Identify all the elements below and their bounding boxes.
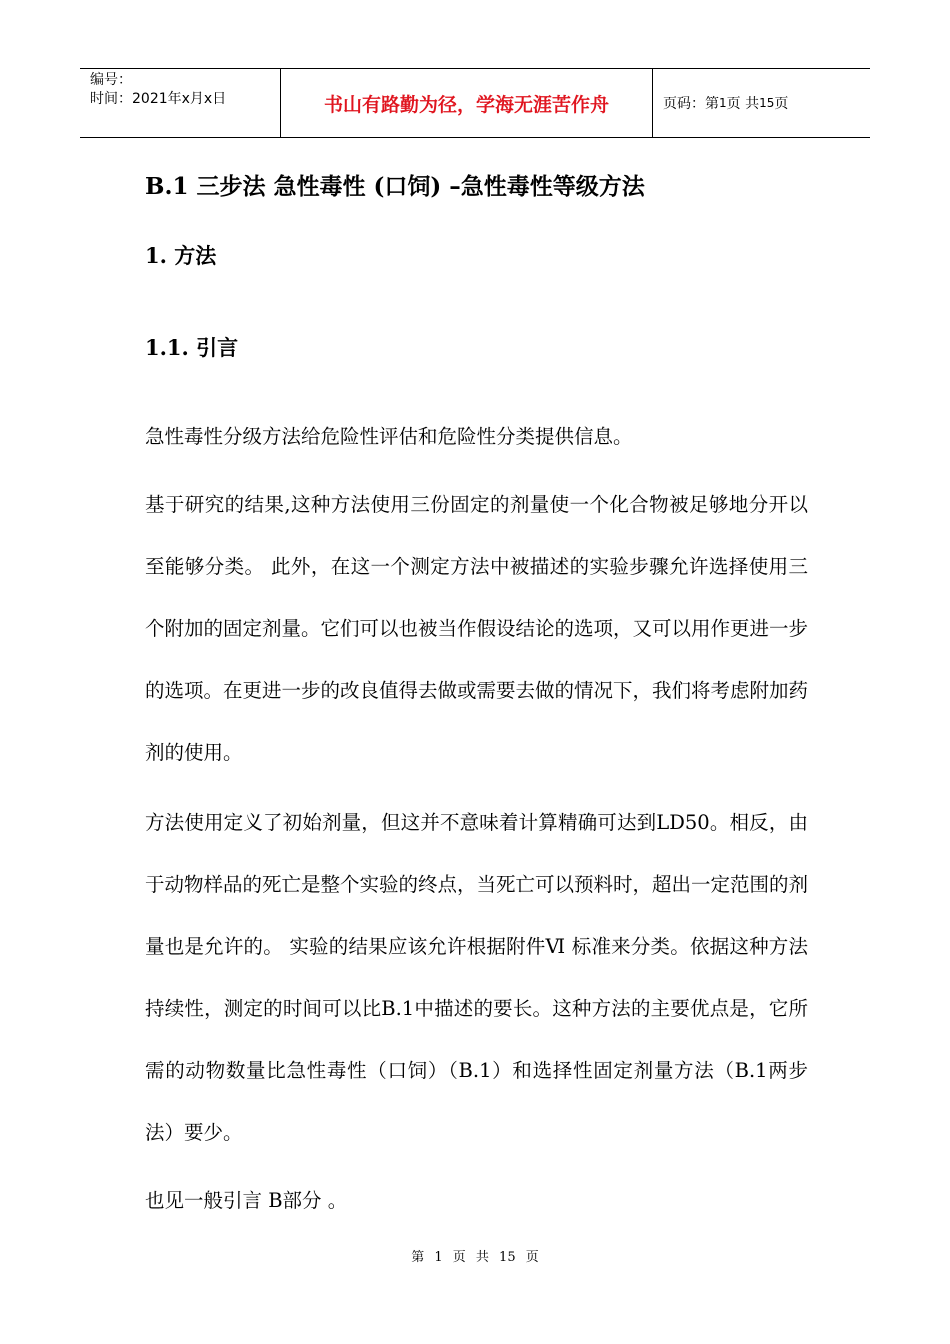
section-heading-method: 1. 方法	[145, 243, 217, 268]
page-prefix: 页码：第	[663, 96, 719, 112]
header-motto: 书山有路勤为径，学海无涯苦作舟	[281, 69, 653, 137]
time-label: 时间：2021年x月x日	[90, 91, 227, 107]
page-total: 15	[759, 96, 775, 110]
paragraph-3: 方法使用定义了初始剂量，但这并不意味着计算精确可达到LD50。相反，由于动物样品的死亡是整个实验的终点，当死亡可以预料时，超出一定范围的剂量也是允许的。 实验的结果应该允许根据附件Ⅵ 标准来分类。依据这种方法持续性，测定的时间可以比B.1中描述的要长。这种方法的主要优点是，它所需的动物数量比急性毒性（口饲）（B.1）和选择性固定剂量方法（B.1两步法）要少。	[145, 811, 809, 1144]
paragraph-1: 急性毒性分级方法给危险性评估和危险性分类提供信息。	[145, 425, 633, 448]
number-label: 编号：	[90, 72, 132, 88]
document-title: B.1 三步法 急性毒性 (口饲) –急性毒性等级方法	[145, 173, 645, 200]
paragraph-4: 也见一般引言 B部分 。	[145, 1189, 348, 1212]
page-suffix: 页	[774, 96, 789, 112]
page-footer: 第 1 页 共 15 页	[411, 1250, 539, 1265]
page-number: 1	[719, 96, 727, 110]
section-heading-introduction: 1.1. 引言	[145, 335, 239, 360]
header-page-info	[653, 69, 870, 137]
paragraph-2: 基于研究的结果,这种方法使用三份固定的剂量使一个化合物被足够地分开以至能够分类。 此外，在这一个测定方法中被描述的实验步骤允许选择使用三个附加的固定剂量。它们可以也被当作假设结论的选项，又可以用作更进一步的选项。在更进一步的改良值得去做或需要去做的情况下，我们将考虑附加药剂的使用。	[145, 493, 809, 764]
page-mid: 页 共	[726, 96, 760, 112]
document-header	[80, 68, 870, 138]
header-meta	[80, 69, 281, 137]
